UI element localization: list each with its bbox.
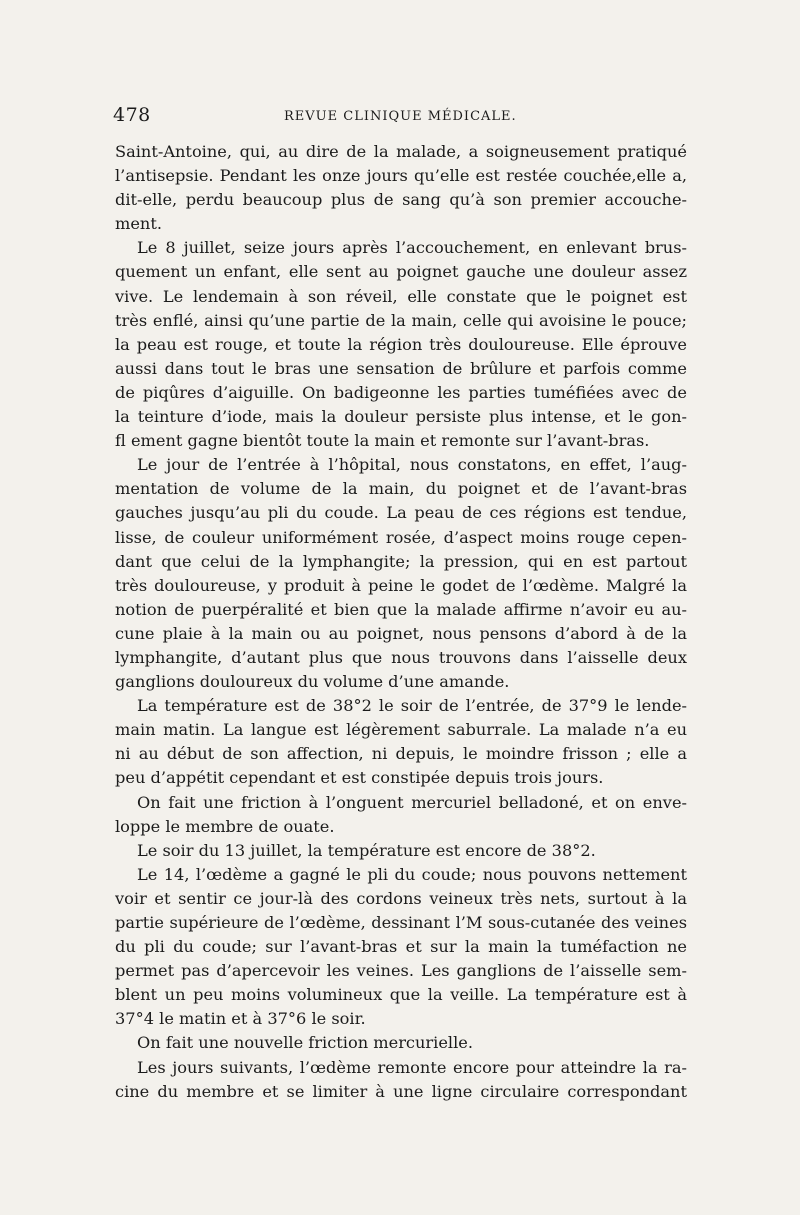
- text-line: lymphangite, d’autant plus que nous trouvons dans l’aisselle deux: [115, 647, 687, 667]
- page-header: [113, 104, 688, 130]
- body-text: [115, 140, 687, 1104]
- text-line: la peau est rouge, et toute la région très douloureuse. Elle éprouve: [115, 334, 687, 354]
- text-line: Le jour de l’entrée à l’hôpital, nous constatons, en effet, l’aug-: [137, 455, 687, 475]
- text-line: Le 8 juillet, seize jours après l’accouchement, en enlevant brus-: [137, 238, 687, 258]
- text-line: Saint-Antoine, qui, au dire de la malade, a soigneusement pratiqué: [115, 142, 687, 161]
- text-line: très douloureuse, y produit à peine le godet de l’œdème. Malgré la: [115, 575, 687, 595]
- text-line: aussi dans tout le bras une sensation de brûlure et parfois comme: [115, 358, 687, 378]
- text-line: partie supérieure de l’œdème, dessinant l’M sous-cutanée des veines: [115, 913, 687, 932]
- text-line: gauches jusqu’au pli du coude. La peau de ces régions est tendue,: [115, 503, 687, 523]
- text-line: quement un enfant, elle sent au poignet gauche une douleur assez: [115, 262, 687, 282]
- text-line: permet pas d’apercevoir les veines. Les ganglions de l’aisselle sem-: [115, 961, 687, 981]
- text-line: vive. Le lendemain à son réveil, elle constate que le poignet est: [115, 286, 687, 306]
- text-line: du pli du coude; sur l’avant-bras et sur la main la tuméfaction ne: [115, 937, 687, 957]
- text-line: lisse, de couleur uniformément rosée, d’aspect moins rouge cepen-: [115, 527, 687, 547]
- text-line: peu d’appétit cependant et est constipée depuis trois jours.: [115, 768, 604, 788]
- running-title: REVUE CLINIQUE MÉDICALE.: [284, 109, 517, 124]
- text-line: notion de puerpéralité et bien que la malade affirme n’avoir eu au-: [115, 599, 687, 619]
- text-line: On fait une friction à l’onguent mercuriel belladoné, et on enve-: [137, 792, 687, 812]
- page-number: 478: [113, 104, 151, 126]
- text-line: ganglions douloureux du volume d’une amande.: [115, 672, 510, 692]
- text-line: loppe le membre de ouate.: [115, 816, 335, 836]
- text-line: dant que celui de la lymphangite; la pression, qui en est partout: [115, 551, 687, 571]
- text-line: main matin. La langue est légèrement saburrale. La malade n’a eu: [115, 720, 687, 740]
- text-line: mentation de volume de la main, du poignet et de l’avant-bras: [115, 479, 687, 499]
- text-line: la teinture d’iode, mais la douleur persiste plus intense, et le gon-: [115, 407, 687, 427]
- text-line: de piqûres d’aiguille. On badigeonne les parties tuméfiées avec de: [115, 382, 687, 402]
- text-line: très enflé, ainsi qu’une partie de la main, celle qui avoisine le pouce;: [115, 310, 687, 330]
- text-line: Le 14, l’œdème a gagné le pli du coude; nous pouvons nettement: [137, 864, 687, 884]
- text-line: blent un peu moins volumineux que la veille. La température est à: [115, 985, 687, 1005]
- text-line: 37°4 le matin et à 37°6 le soir.: [115, 1009, 366, 1029]
- text-line: La température est de 38°2 le soir de l’entrée, de 37°9 le lende-: [137, 696, 687, 716]
- text-line: cune plaie à la main ou au poignet, nous pensons d’abord à de la: [115, 623, 687, 643]
- text-line: Le soir du 13 juillet, la température est encore de 38°2.: [137, 840, 596, 860]
- text-line: cine du membre et se limiter à une ligne circulaire correspondant: [115, 1081, 687, 1101]
- text-line: ment.: [115, 214, 163, 234]
- text-line: dit-elle, perdu beaucoup plus de sang qu’à son premier accouche-: [115, 190, 687, 210]
- text-line: fl ement gagne bientôt toute la main et remonte sur l’avant-bras.: [115, 431, 650, 451]
- text-line: Les jours suivants, l’œdème remonte encore pour atteindre la ra-: [137, 1057, 687, 1077]
- text-line: voir et sentir ce jour-là des cordons veineux très nets, surtout à la: [115, 888, 687, 908]
- text-line: On fait une nouvelle friction mercurielle.: [137, 1033, 473, 1053]
- text-line: l’antisepsie. Pendant les onze jours qu’elle est restée couchée,elle a,: [115, 166, 687, 186]
- text-line: ni au début de son affection, ni depuis, le moindre frisson ; elle a: [115, 744, 687, 764]
